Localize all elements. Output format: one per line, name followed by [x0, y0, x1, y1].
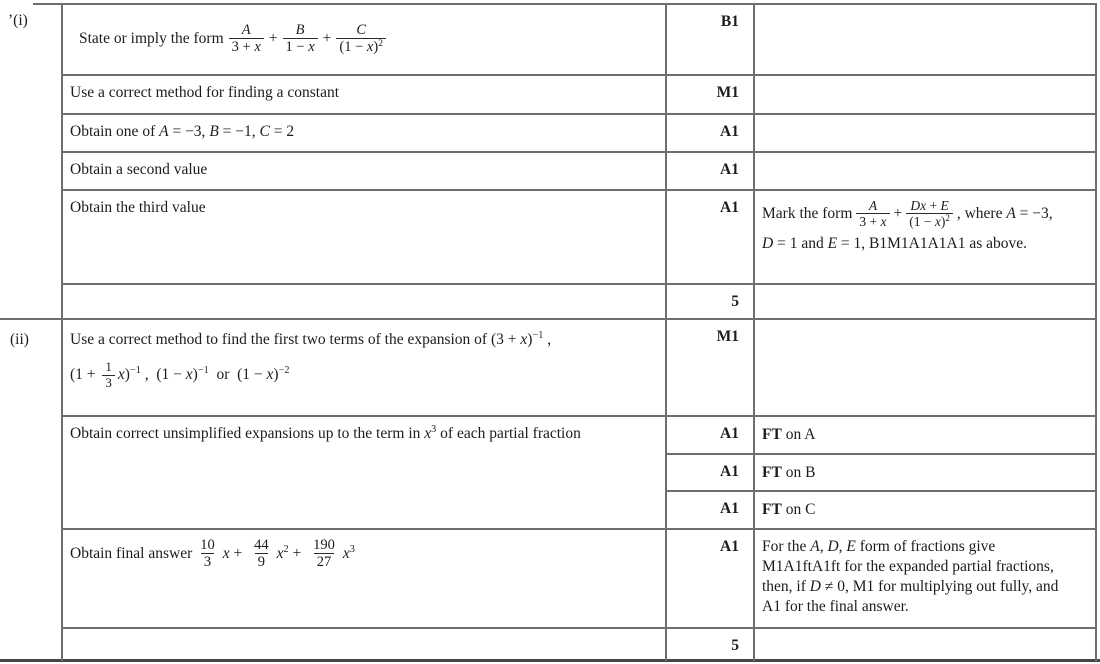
fraction-denominator: 9 — [255, 553, 268, 570]
fraction-a — [856, 198, 889, 229]
fraction-denominator: 1 − x — [283, 38, 318, 55]
expansion-rest: x)$^{-1}$ , $(1 - x)^{-1}$ or $(1 - x)^{-2}$ — [117, 365, 290, 384]
mark-a1: A1 — [720, 538, 739, 555]
criterion-final-answer — [61, 528, 665, 627]
comment-line-4: A1 for the final answer. — [762, 598, 909, 615]
comment-text: Mark the form — [762, 204, 853, 222]
comment-ade-form — [753, 528, 1097, 627]
criterion-text-line1: Use a correct method to find the first two terms of the expansion of $(3 + x)^{-1}$ , — [70, 330, 552, 348]
fraction-numerator: 190 — [313, 537, 335, 553]
criterion-correct-method: Use a correct method for finding a constant — [70, 84, 340, 101]
fraction-denominator: 3 — [102, 375, 115, 391]
fraction-denominator: 3 — [201, 553, 214, 570]
formula-partial-fraction-form — [70, 22, 391, 55]
term-x2-plus: $x^2$ + — [276, 544, 306, 562]
fraction-denominator: 27 — [314, 553, 335, 570]
final-answer-formula — [70, 537, 657, 570]
table-border-bottom — [0, 659, 1100, 662]
term-x3: $x^3$ — [342, 544, 355, 562]
mark-b1: B1 — [720, 13, 739, 30]
comment-text-line2: D = 1 and E = 1, B1M1A1A1A1 as above. — [762, 235, 1028, 253]
fraction-denominator: $(1 - x)^2$ — [336, 38, 386, 55]
fraction-a — [229, 22, 264, 55]
fraction-numerator: B — [295, 21, 305, 38]
plus-operator: + — [322, 29, 332, 47]
table-row-line — [61, 627, 1097, 629]
fraction-denominator: 3 + x — [229, 38, 264, 55]
fraction-10-3 — [197, 537, 218, 570]
comment-mark-the-form — [753, 189, 1097, 283]
fraction-numerator: Dx + E — [910, 198, 949, 213]
criterion-text: Obtain final answer — [70, 544, 193, 562]
fraction-denominator: $(1 - x)^2$ — [906, 213, 953, 229]
part-ii-total-marks: 5 — [731, 637, 739, 654]
fraction-numerator: A — [868, 198, 878, 213]
fraction-dx-e — [906, 198, 953, 229]
criterion-unsimplified-expansions: Obtain correct unsimplified expansions up to the term in $x^3$ of each partial fraction — [70, 424, 581, 442]
fraction-190-27 — [310, 537, 338, 570]
mark-a1-ft-a: A1 — [720, 425, 739, 442]
comment-text: , where A = −3, — [956, 204, 1053, 222]
fraction-44-9 — [251, 537, 272, 570]
plus-operator: + — [268, 29, 278, 47]
mark-a1: A1 — [720, 123, 739, 140]
fraction-numerator: C — [356, 21, 367, 38]
mark-a1-ft-c: A1 — [720, 500, 739, 517]
mark-a1-ft-b: A1 — [720, 463, 739, 480]
mark-a1: A1 — [720, 199, 739, 216]
mark-m1: M1 — [716, 84, 739, 101]
fraction-b — [283, 22, 318, 55]
plus-operator: + — [893, 204, 903, 222]
part-i-label: ’(i) — [8, 12, 28, 29]
criterion-text: State or imply the form — [79, 29, 224, 47]
fraction-numerator: A — [241, 21, 251, 38]
comment-line-2: M1A1ftA1ft for the expanded partial fractions, — [762, 558, 1054, 575]
criterion-expansion-method — [61, 318, 665, 415]
part-i-total-marks: 5 — [731, 293, 739, 310]
comment-line-1: For the A, D, E form of fractions give — [762, 538, 996, 555]
fraction-numerator: 44 — [254, 537, 269, 553]
fraction-one-third — [102, 360, 115, 390]
mark-a1: A1 — [720, 161, 739, 178]
comment-ft-on-b: FT on B — [762, 464, 816, 481]
part-ii-label: (ii) — [10, 331, 29, 348]
mark-m1: M1 — [716, 328, 739, 345]
comment-ft-on-c: FT on C — [762, 501, 816, 518]
fraction-c — [336, 22, 386, 55]
fraction-denominator: 3 + x — [856, 213, 889, 229]
table-row-line — [61, 283, 1097, 285]
criterion-state-form — [61, 3, 665, 74]
expansion-open: (1 + — [70, 366, 100, 384]
comment-ft-on-a: FT on A — [762, 426, 816, 443]
fraction-numerator: 10 — [200, 537, 215, 553]
criterion-second-value: Obtain a second value — [70, 161, 208, 178]
fraction-numerator: 1 — [105, 359, 112, 374]
comment-line-3: then, if D ≠ 0, M1 for multiplying out fully, and — [762, 578, 1059, 595]
term-x-plus: x + — [222, 544, 247, 562]
criterion-third-value: Obtain the third value — [70, 199, 206, 216]
criterion-formula-line2 — [70, 360, 657, 390]
comment-formula-line — [762, 198, 1091, 229]
criterion-obtain-one-value: Obtain one of A = −3, B = −1, C = 2 — [70, 123, 295, 140]
